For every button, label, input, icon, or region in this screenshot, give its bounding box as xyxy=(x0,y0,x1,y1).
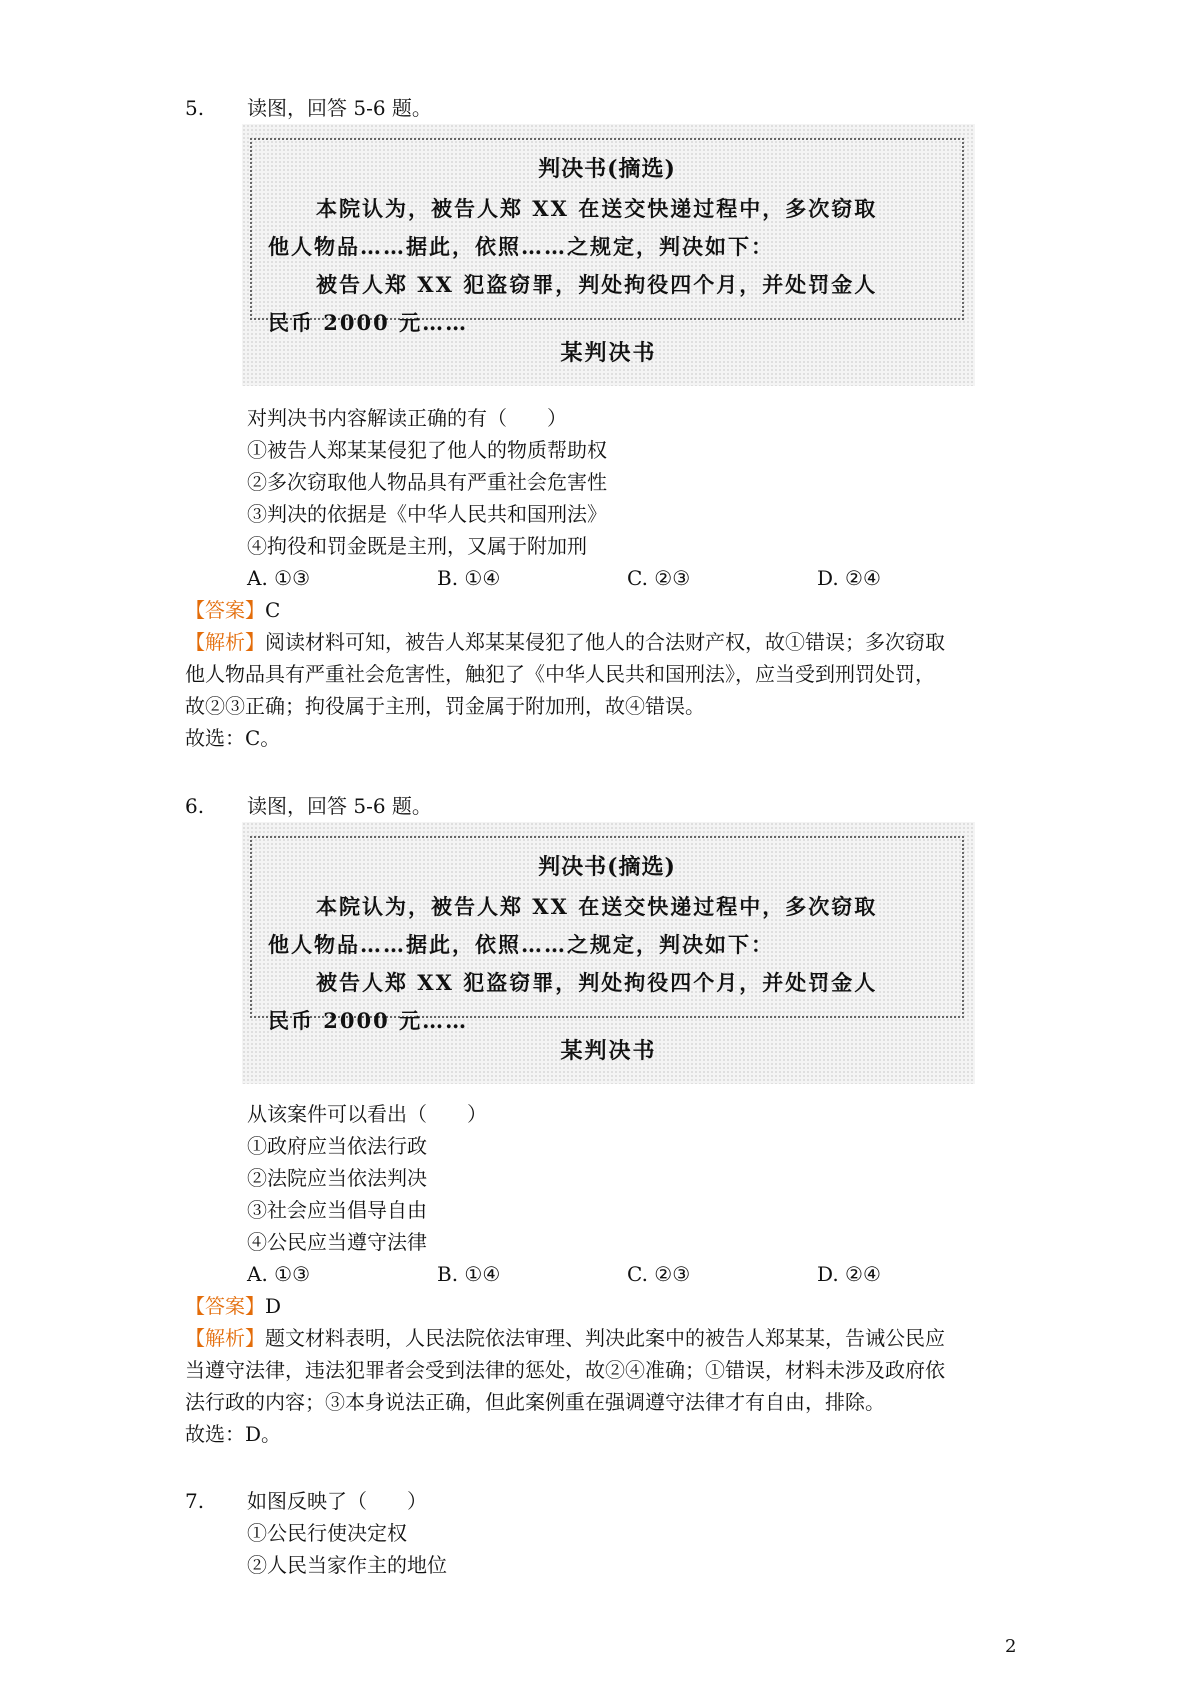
analysis-line: 法行政的内容；③本身说法正确，但此案例重在强调遵守法律才有自由，排除。 xyxy=(185,1390,885,1414)
statement-item: ②人民当家作主的地位 xyxy=(247,1553,447,1577)
option-b: B. ①④ xyxy=(437,566,501,590)
answer-tag: 【答案】 xyxy=(185,598,265,622)
figure-text xyxy=(268,190,877,342)
statement-item: ④拘役和罚金既是主刑，又属于附加刑 xyxy=(247,534,587,558)
option-a: A. ①③ xyxy=(247,566,311,590)
figure-frame xyxy=(250,138,964,335)
statement-item: ①政府应当依法行政 xyxy=(247,1134,427,1158)
analysis-tag: 【解析】 xyxy=(185,630,265,654)
statement-item: ②法院应当依法判决 xyxy=(247,1166,427,1190)
option-b: B. ①④ xyxy=(437,1262,501,1286)
figure-line: 民币 2000 元…… xyxy=(268,1008,469,1033)
option-d: D. ②④ xyxy=(817,1262,881,1286)
question-number: 6. xyxy=(185,794,205,818)
figure-caption: 某判决书 xyxy=(560,1038,657,1064)
figure-line: 本院认为，被告人郑 XX 在送交快递过程中，多次窃取 xyxy=(316,196,878,221)
answer-section xyxy=(185,594,1015,754)
statement-item: ③社会应当倡导自由 xyxy=(247,1198,427,1222)
figure-line: 民币 2000 元…… xyxy=(268,310,469,335)
figure-title: 判决书(摘选) xyxy=(538,156,676,182)
answer-options xyxy=(247,1258,1037,1290)
figure-line: 他人物品……据此，依照……之规定，判决如下： xyxy=(268,234,774,259)
analysis-line: 当遵守法律，违法犯罪者会受到法律的惩处，故②④准确；①错误，材料未涉及政府依 xyxy=(185,1358,945,1382)
analysis-line xyxy=(185,626,1015,658)
judgment-figure xyxy=(242,124,975,386)
analysis-line: 他人物品具有严重社会危害性，触犯了《中华人民共和国刑法》，应当受到刑罚处罚， xyxy=(185,662,935,686)
answer-tag: 【答案】 xyxy=(185,1294,265,1318)
figure-line: 被告人郑 XX 犯盗窃罪，判处拘役四个月，并处罚金人 xyxy=(316,970,878,995)
judgment-figure xyxy=(242,822,975,1084)
analysis-tag: 【解析】 xyxy=(185,1326,265,1350)
question-body xyxy=(247,1098,1037,1290)
analysis-line xyxy=(185,1322,1015,1354)
analysis-text: 阅读材料可知，被告人郑某某侵犯了他人的合法财产权，故①错误；多次窃取 xyxy=(265,630,945,654)
answer-section xyxy=(185,1290,1015,1450)
statement-item: ①公民行使决定权 xyxy=(247,1521,407,1545)
answer-options xyxy=(247,562,1037,594)
question-stem: 读图，回答 5-6 题。 xyxy=(247,96,432,120)
statement-item: ②多次窃取他人物品具有严重社会危害性 xyxy=(247,470,607,494)
statement-item: ①被告人郑某某侵犯了他人的物质帮助权 xyxy=(247,438,607,462)
analysis-text: 题文材料表明，人民法院依法审理、判决此案中的被告人郑某某，告诫公民应 xyxy=(265,1326,945,1350)
option-c: C. ②③ xyxy=(627,1262,691,1286)
statement-item: ③判决的依据是《中华人民共和国刑法》 xyxy=(247,502,607,526)
question-body xyxy=(247,1517,1037,1581)
option-c: C. ②③ xyxy=(627,566,691,590)
figure-line: 他人物品……据此，依照……之规定，判决如下： xyxy=(268,932,774,957)
question-number: 7. xyxy=(185,1489,205,1513)
answer-line xyxy=(185,594,1015,626)
figure-line: 被告人郑 XX 犯盗窃罪，判处拘役四个月，并处罚金人 xyxy=(316,272,878,297)
question-stem: 读图，回答 5-6 题。 xyxy=(247,794,432,818)
question-text: 对判决书内容解读正确的有（ ） xyxy=(247,406,567,430)
answer-value: D xyxy=(265,1294,282,1318)
statement-item: ④公民应当遵守法律 xyxy=(247,1230,427,1254)
question-body xyxy=(247,402,1037,594)
figure-frame xyxy=(250,836,964,1033)
analysis-line: 故②③正确；拘役属于主刑，罚金属于附加刑，故④错误。 xyxy=(185,694,705,718)
option-d: D. ②④ xyxy=(817,566,881,590)
answer-value: C xyxy=(265,598,281,622)
question-text: 从该案件可以看出（ ） xyxy=(247,1102,487,1126)
figure-line: 本院认为，被告人郑 XX 在送交快递过程中，多次窃取 xyxy=(316,894,878,919)
figure-title: 判决书(摘选) xyxy=(538,854,676,880)
figure-text xyxy=(268,888,877,1040)
question-stem: 如图反映了（ ） xyxy=(247,1489,427,1513)
figure-caption: 某判决书 xyxy=(560,340,657,366)
answer-line xyxy=(185,1290,1015,1322)
question-number: 5. xyxy=(185,96,205,120)
option-a: A. ①③ xyxy=(247,1262,311,1286)
analysis-line: 故选：C。 xyxy=(185,726,281,750)
page-number: 2 xyxy=(1005,1636,1017,1657)
analysis-line: 故选：D。 xyxy=(185,1422,282,1446)
